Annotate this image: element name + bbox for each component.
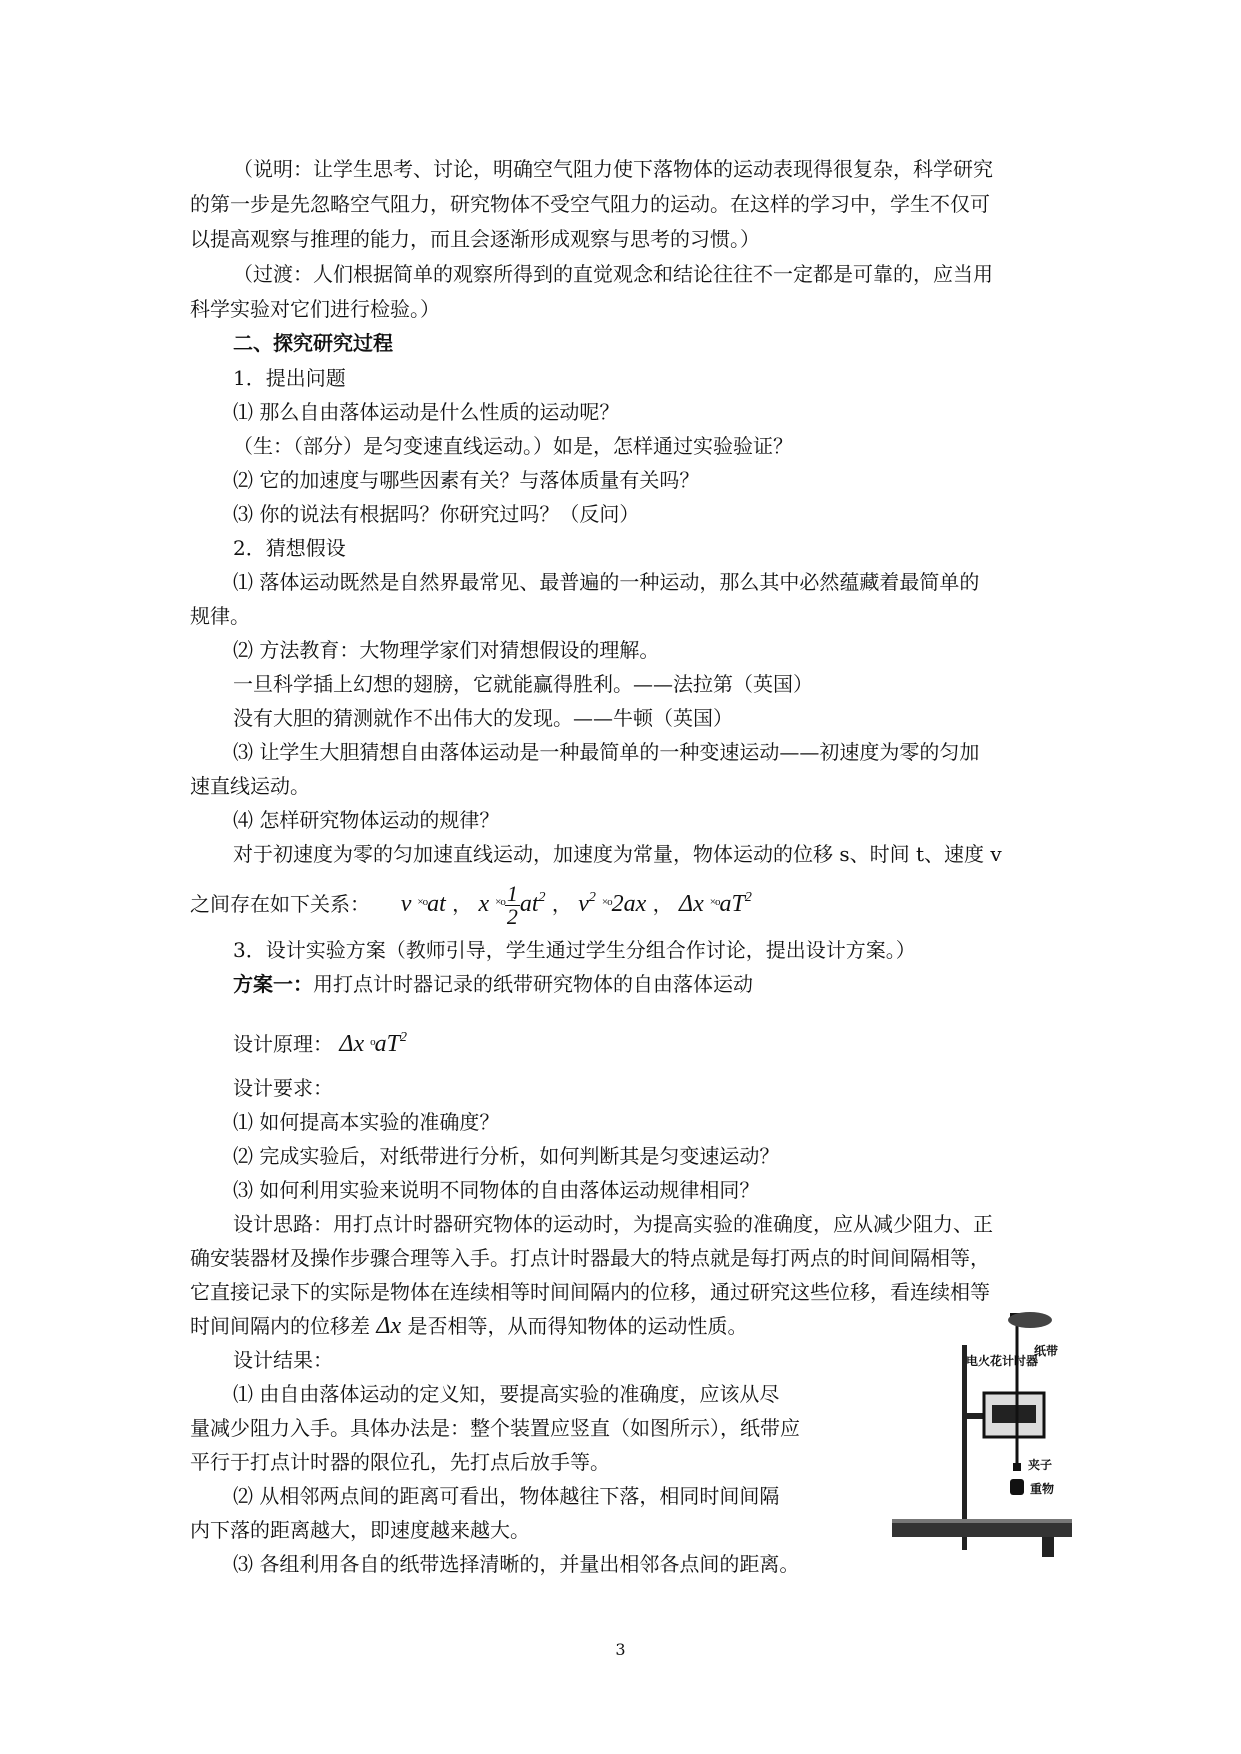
paragraph-line: ⑵ 方法教育：大物理学家们对猜想假设的理解。 bbox=[233, 638, 660, 662]
paragraph-line: 对于初速度为零的匀加速直线运动，加速度为常量，物体运动的位移 s、时间 t、速度 v bbox=[233, 842, 1002, 866]
paragraph-line: 设计结果： bbox=[233, 1348, 333, 1372]
paragraph-line: ⑵ 完成实验后，对纸带进行分析，如何判断其是匀变速运动？ bbox=[233, 1144, 780, 1168]
paragraph-line: 时间间隔内的位移差 Δx 是否相等，从而得知物体的运动性质。 bbox=[190, 1313, 748, 1339]
paragraph-line: ⑴ 那么自由落体运动是什么性质的运动呢？ bbox=[233, 400, 620, 424]
delta-x-inline: Δx bbox=[376, 1313, 402, 1339]
quote-line: 没有大胆的猜测就作不出伟大的发现。——牛顿（英国） bbox=[233, 706, 733, 730]
paragraph-line: 平行于打点计时器的限位孔，先打点后放手等。 bbox=[190, 1450, 610, 1474]
page-number: 3 bbox=[615, 1640, 626, 1659]
paragraph-line: 量减少阻力入手。具体办法是：整个装置应竖直（如图所示），纸带应 bbox=[190, 1416, 800, 1440]
paragraph-line: ⑴ 如何提高本实验的准确度？ bbox=[233, 1110, 500, 1134]
formula-intro: 之间存在如下关系： bbox=[190, 892, 370, 916]
label-timer: 电火花计时器 bbox=[966, 1354, 1039, 1368]
paragraph-line: 规律。 bbox=[190, 604, 250, 628]
formula-delta-x: Δx $^{\times o}aT^2$ bbox=[679, 890, 752, 917]
paragraph-line: ⑵ 从相邻两点间的距离可看出，物体越往下落，相同时间间隔 bbox=[233, 1484, 780, 1508]
paragraph-line: ⑶ 各组利用各自的纸带选择清晰的，并量出相邻各点间的距离。 bbox=[233, 1552, 800, 1576]
apparatus-figure bbox=[892, 1305, 1102, 1560]
paragraph-line: 确安装器材及操作步骤合理等入手。打点计时器最大的特点就是每打两点的时间间隔相等， bbox=[190, 1246, 990, 1270]
subsection-heading: 3．设计实验方案（教师引导，学生通过学生分组合作讨论，提出设计方案。） bbox=[233, 938, 916, 962]
paragraph-line: 设计要求： bbox=[233, 1076, 333, 1100]
paragraph-line: 速直线运动。 bbox=[190, 774, 310, 798]
label-clip: 夹子 bbox=[1028, 1458, 1053, 1472]
paragraph-line: 内下落的距离越大，即速度越来越大。 bbox=[190, 1518, 530, 1542]
formula-delta-x-principle: Δx $^oaT^2$ bbox=[339, 1030, 407, 1057]
paragraph-line: （生：（部分）是匀变速直线运动。）如是，怎样通过实验验证？ bbox=[233, 434, 793, 458]
paragraph-line: 设计思路：用打点计时器研究物体的运动时，为提高实验的准确度，应从减少阻力、正 bbox=[233, 1212, 993, 1236]
paragraph-line: 科学实验对它们进行检验。） bbox=[190, 297, 440, 321]
quote-line: 一旦科学插上幻想的翅膀，它就能赢得胜利。——法拉第（英国） bbox=[233, 672, 813, 696]
label-weight: 重物 bbox=[1030, 1482, 1055, 1496]
formula-displacement: x $^{\times o}$ bbox=[478, 891, 505, 917]
paragraph-line: ⑵ 它的加速度与哪些因素有关？与落体质量有关吗？ bbox=[233, 468, 700, 492]
paragraph-line: 的第一步是先忽略空气阻力，研究物体不受空气阻力的运动。在这样的学习中，学生不仅可 bbox=[190, 192, 990, 216]
section-heading: 二、探究研究过程 bbox=[233, 331, 393, 355]
scheme-title: 方案一： bbox=[233, 972, 313, 996]
paragraph-line: ⑶ 你的说法有根据吗？你研究过吗？（反问） bbox=[233, 502, 640, 526]
paragraph-line: 它直接记录下的实际是物体在连续相等时间间隔内的位移，通过研究这些位移，看连续相等 bbox=[190, 1280, 990, 1304]
paragraph-line: ⑷ 怎样研究物体运动的规律？ bbox=[233, 808, 500, 832]
paragraph-line: ⑶ 让学生大胆猜想自由落体运动是一种最简单的一种变速运动——初速度为零的匀加 bbox=[233, 740, 980, 764]
formula-line: 之间存在如下关系： v $^{\times o}$at ， x $^{\times o}$ $\frac{1}{2}$ $at^2$ ， $v^2$ $^{\times o}$2ax ， Δx $^{\times o}aT^2$ bbox=[190, 881, 752, 929]
subsection-heading: 1．提出问题 bbox=[233, 366, 346, 390]
subsection-heading: 2．猜想假设 bbox=[233, 536, 346, 560]
paragraph-line: （说明：让学生思考、讨论，明确空气阻力使下落物体的运动表现得很复杂，科学研究 bbox=[233, 157, 993, 181]
label-tape: 纸带 bbox=[1034, 1344, 1059, 1358]
paragraph-line: ⑴ 由自由落体运动的定义知，要提高实验的准确度，应该从尽 bbox=[233, 1382, 780, 1406]
scheme-description: 用打点计时器记录的纸带研究物体的自由落体运动 bbox=[313, 972, 753, 996]
paragraph-line: ⑶ 如何利用实验来说明不同物体的自由落体运动规律相同？ bbox=[233, 1178, 760, 1202]
fraction-half: $\frac{1}{2}$ bbox=[506, 881, 518, 929]
scheme-line bbox=[233, 970, 1113, 998]
design-principle-line: 设计原理： Δx $^oaT^2$ bbox=[233, 1030, 407, 1057]
formula-velocity: v $^{\times o}$at bbox=[400, 891, 446, 917]
paragraph-line: ⑴ 落体运动既然是自然界最常见、最普遍的一种运动，那么其中必然蕴藏着最简单的 bbox=[233, 570, 980, 594]
paragraph-line: 以提高观察与推理的能力，而且会逐渐形成观察与思考的习惯。） bbox=[190, 227, 760, 251]
paragraph-line: （过渡：人们根据简单的观察所得到的直觉观念和结论往往不一定都是可靠的，应当用 bbox=[233, 262, 993, 286]
formula-velocity-squared: $v^2$ $^{\times o}$2ax bbox=[578, 890, 647, 917]
